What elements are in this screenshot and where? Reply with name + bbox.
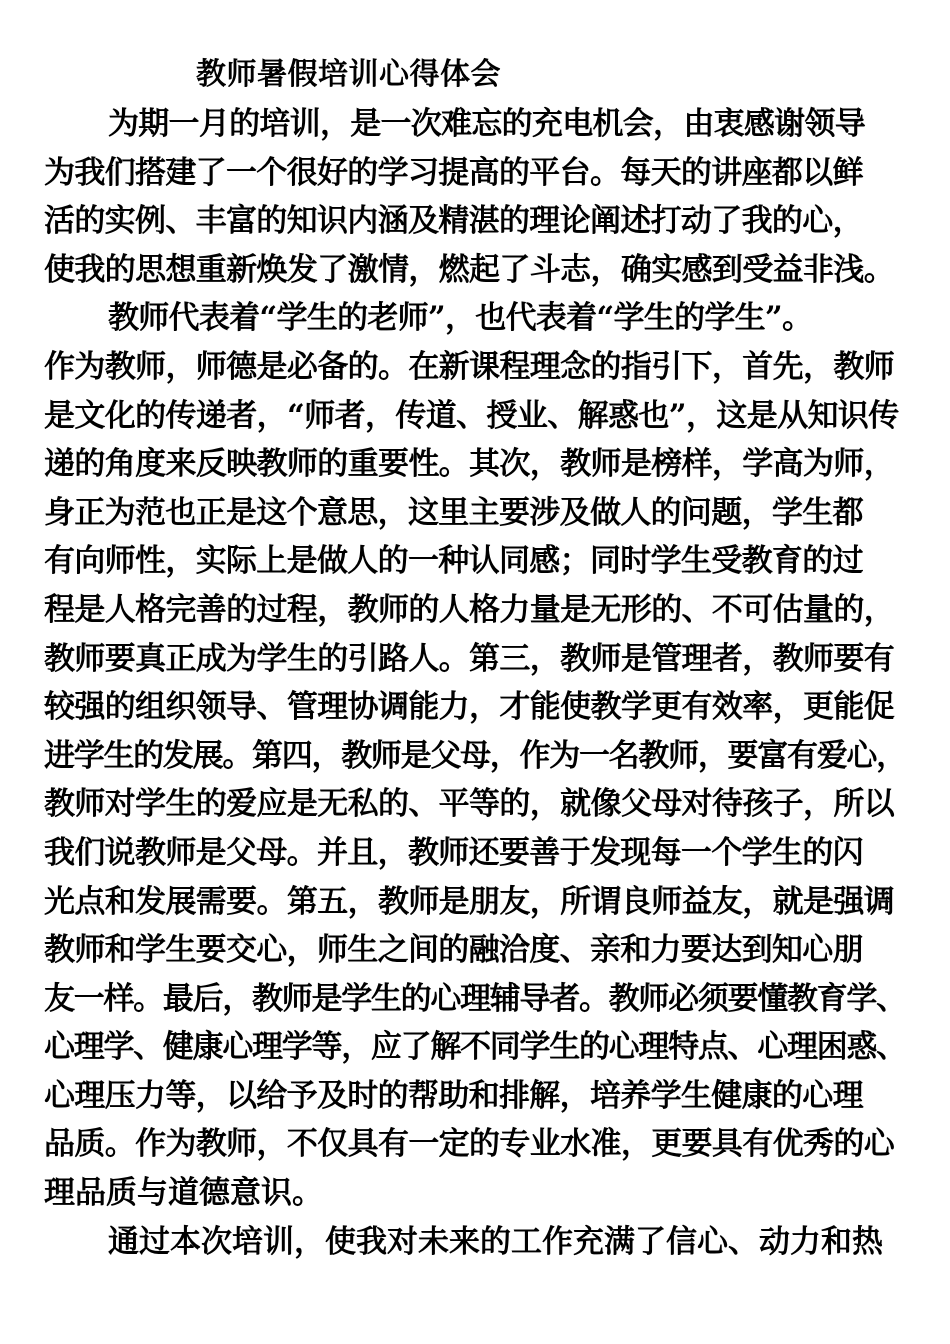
body-line: 教师对学生的爱应是无私的、平等的，就像父母对待孩子，所以 (44, 786, 895, 823)
body-line: 通过本次培训，使我对未来的工作充满了信心、动力和热 (108, 1223, 883, 1260)
body-line: 光点和发展需要。第五，教师是朋友，所谓良师益友，就是强调 (44, 883, 895, 920)
body-line: 为我们搭建了一个很好的学习提高的平台。每天的讲座都以鲜 (44, 154, 863, 191)
body-line: 品质。作为教师，不仅具有一定的专业水准，更要具有优秀的心 (44, 1126, 895, 1163)
body-line: 是文化的传递者，“师者，传道、授业、解惑也”，这是从知识传 (44, 397, 899, 434)
document-title: 教师暑假培训心得体会 (196, 57, 501, 92)
body-line: 递的角度来反映教师的重要性。其次，教师是榜样，学高为师， (44, 446, 895, 483)
body-line: 进学生的发展。第四，教师是父母，作为一名教师，要富有爱心， (44, 737, 906, 774)
body-line: 活的实例、丰富的知识内涵及精湛的理论阐述打动了我的心， (44, 203, 863, 240)
body-line: 有向师性，实际上是做人的一种认同感；同时学生受教育的过 (44, 543, 863, 580)
body-line: 较强的组织领导、管理协调能力，才能使教学更有效率，更能促 (44, 689, 895, 726)
body-line: 使我的思想重新焕发了激情，燃起了斗志，确实感到受益非浅。 (44, 251, 895, 288)
document-body (44, 100, 924, 1266)
body-line: 心理学、健康心理学等，应了解不同学生的心理特点、心理困惑、 (44, 1029, 906, 1066)
body-line: 程是人格完善的过程，教师的人格力量是无形的、不可估量的， (44, 591, 895, 628)
body-line: 身正为范也正是这个意思，这里主要涉及做人的问题，学生都 (44, 494, 863, 531)
body-line: 心理压力等，以给予及时的帮助和排解，培养学生健康的心理 (44, 1077, 863, 1114)
body-line: 我们说教师是父母。并且，教师还要善于发现每一个学生的闪 (44, 834, 863, 871)
body-line: 教师和学生要交心，师生之间的融洽度、亲和力要达到知心朋 (44, 932, 863, 969)
body-line: 教师要真正成为学生的引路人。第三，教师是管理者，教师要有 (44, 640, 895, 677)
body-line: 教师代表着“学生的老师”，也代表着“学生的学生”。 (108, 300, 813, 337)
body-line: 理品质与道德意识。 (44, 1175, 323, 1212)
body-line: 为期一月的培训，是一次难忘的充电机会，由衷感谢领导 (108, 106, 865, 142)
body-line: 友一样。最后，教师是学生的心理辅导者。教师必须要懂教育学、 (44, 980, 906, 1017)
body-line: 作为教师，师德是必备的。在新课程理念的指引下，首先，教师 (44, 348, 895, 385)
